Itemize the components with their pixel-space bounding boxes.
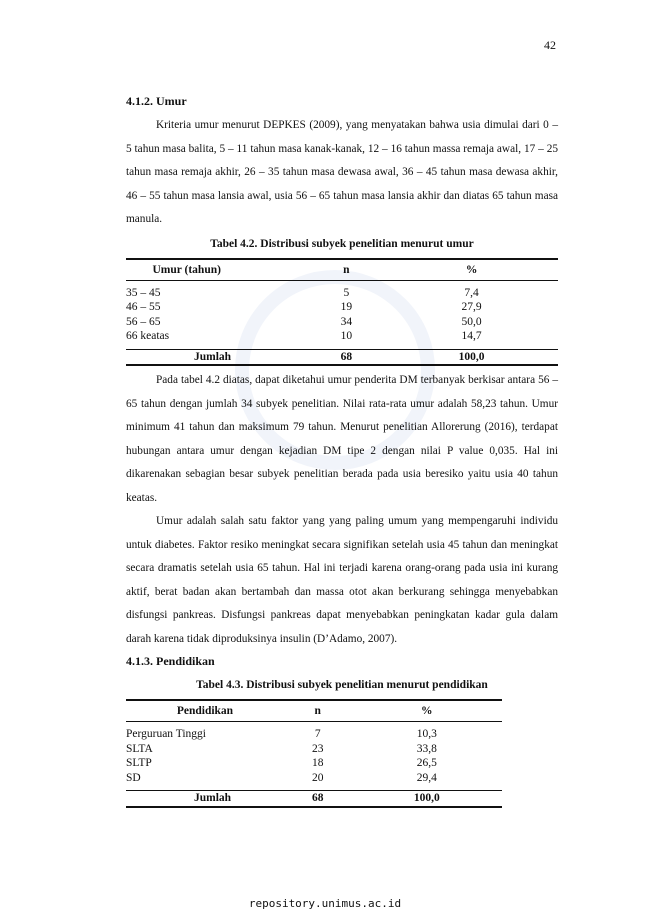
table-cell: 56 – 65 (126, 315, 161, 328)
table-row (126, 280, 558, 300)
table-cell: 27,9 (461, 301, 482, 313)
paragraph-discussion-2: Umur adalah salah satu faktor yang yang paling umum yang mempengaruhi individu untuk diabetes. Faktor resiko meningkat secara signifikan setelah usia 45 tahun dan meningkat secara dramatis setelah usia 65 tahun. Hal ini terjadi karena orang-orang pada usia ini kurang aktif, berat badan akan bertambah dan massa otot akan berkurang sehingga menyebabkan disfungsi pankreas. Disfungsi pankreas dapat menyebabkan peningkatan kadar gula dalam darah karena tidak diproduksinya insulin (D’Adamo, 2007). (126, 515, 558, 645)
total-label: Jumlah (126, 349, 307, 365)
total-percent: 100,0 (352, 791, 502, 807)
table-umur (126, 258, 558, 367)
total-label: Jumlah (126, 791, 284, 807)
table-cell: 26,5 (416, 757, 437, 769)
table-header: n (284, 701, 352, 722)
table-cell: 10 (340, 330, 353, 342)
table-caption-pendidikan: Tabel 4.3. Distribusi subyek penelitian menurut pendidikan (196, 679, 488, 691)
table-cell: 7,4 (464, 286, 479, 299)
table-cell: 7 (314, 728, 321, 740)
table-pendidikan (126, 699, 502, 808)
table-cell: 46 – 55 (126, 301, 161, 313)
section-heading-umur: 4.1.2. Umur (126, 94, 187, 108)
table-header: Pendidikan (126, 701, 284, 722)
table-cell: 35 – 45 (126, 286, 161, 299)
table-cell: 34 (340, 315, 353, 328)
document-body (126, 92, 558, 808)
table-cell: SLTA (126, 742, 153, 755)
paragraph-umur-criteria: Kriteria umur menurut DEPKES (2009), yang menyatakan bahwa usia dimulai dari 0 – 5 tahun masa balita, 5 – 11 tahun masa kanak-kanak, 12 – 16 tahun massa remaja awal, 17 – 25 tahun masa remaja akhir, 26 – 35 tahun masa dewasa awal, 36 – 45 tahun masa dewasa akhir, 46 – 55 tahun masa lansia awal, usia 56 – 65 tahun masa lansia akhir dan diatas 65 tahun masa manula. (126, 119, 558, 225)
total-percent: 100,0 (385, 349, 558, 365)
table-header: n (307, 260, 385, 281)
table-row (126, 771, 502, 791)
table-total-row (126, 791, 502, 807)
total-n: 68 (284, 791, 352, 807)
paragraph-discussion-1: Pada tabel 4.2 diatas, dapat diketahui umur penderita DM terbanyak berkisar antara 56 – 65 tahun dengan jumlah 34 subyek penelitian. Nilai rata-rata umur adalah 58,23 tahun. Umur minimum 41 tahun dan maksimum 79 tahun. Menurut penelitian Allorerung (2016), terdapat hubungan antara umur dengan kejadian DM tipe 2 dengan nilai P value 0,035. Hal ini dikarenakan sebagian besar subyek penelitian berada pada usia beresiko yaitu usia 40 tahun keatas. (126, 374, 558, 504)
table-cell: 19 (340, 301, 353, 313)
table-cell: 50,0 (461, 315, 482, 328)
section-heading-pendidikan: 4.1.3. Pendidikan (126, 654, 215, 668)
table-cell: SLTP (126, 757, 152, 769)
table-cell: 18 (311, 757, 324, 769)
table-row (126, 300, 558, 315)
table-caption-umur: Tabel 4.2. Distribusi subyek penelitian menurut umur (210, 237, 474, 250)
table-row (126, 722, 502, 742)
table-cell: SD (126, 771, 141, 784)
table-row (126, 742, 502, 757)
total-n: 68 (307, 349, 385, 365)
table-cell: 29,4 (416, 771, 437, 784)
table-cell: 23 (311, 742, 324, 755)
page-number: 42 (544, 38, 556, 52)
table-cell: 66 keatas (126, 330, 170, 342)
table-cell: 10,3 (416, 728, 437, 740)
table-cell: 20 (311, 771, 324, 784)
table-row (126, 756, 502, 771)
table-header: % (352, 701, 502, 722)
table-total-row (126, 349, 558, 365)
table-cell: 5 (343, 286, 350, 299)
repository-footer: repository.unimus.ac.id (248, 897, 402, 910)
table-header: Umur (tahun) (126, 260, 307, 281)
table-row (126, 329, 558, 349)
table-row (126, 315, 558, 330)
table-cell: 33,8 (416, 742, 437, 755)
table-cell: Perguruan Tinggi (126, 728, 206, 740)
table-cell: 14,7 (461, 330, 482, 342)
table-header: % (385, 260, 558, 281)
